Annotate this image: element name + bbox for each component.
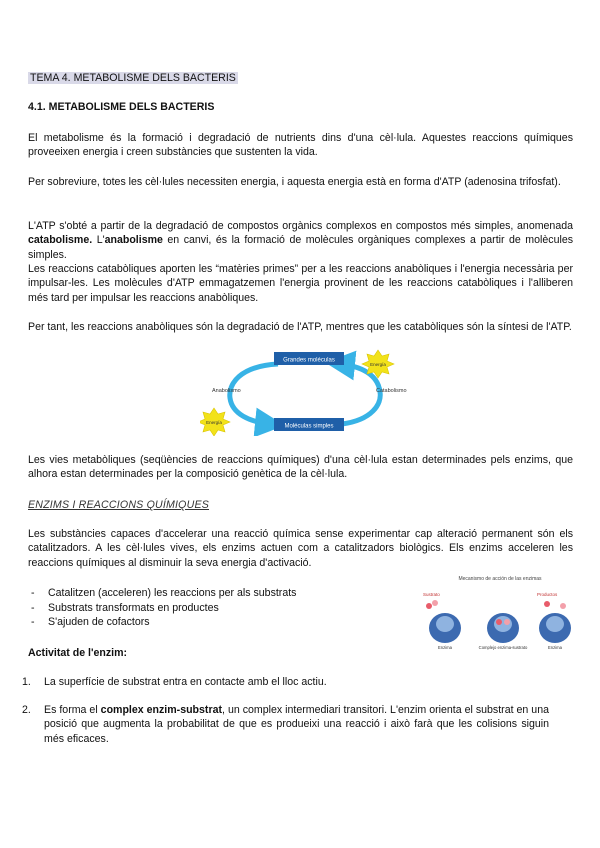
text-run: L'ATP s'obté a partir de la degradació de compostos orgànics complexos en compostos més simples, anomenada bbox=[28, 220, 573, 232]
topic-header bbox=[28, 72, 238, 84]
bottom-box-label: Moléculas simples bbox=[284, 423, 334, 430]
list-item: - Catalitzen (acceleren) les reaccions per als substrats bbox=[28, 586, 358, 601]
step-text: La superfície de substrat entra en contacte amb el lloc actiu. bbox=[44, 676, 327, 688]
text-run: Es forma el bbox=[44, 704, 101, 716]
top-box-label: Grandes moléculas bbox=[283, 357, 335, 364]
label-anabolism: Anabolismo bbox=[212, 388, 241, 394]
figure-label-substrate: Sustrato bbox=[423, 592, 440, 597]
enzyme-label: Enzima bbox=[438, 645, 452, 650]
topic-header-text: TEMA 4. METABOLISME DELS BACTERIS bbox=[30, 72, 236, 84]
anabolism-arrow bbox=[230, 364, 278, 424]
enzyme-label: Enzima bbox=[548, 645, 562, 650]
sun-label: Energía bbox=[206, 420, 222, 425]
enzyme-figure-svg bbox=[415, 574, 585, 656]
paragraph-atp: Per sobreviure, totes les cèl·lules necessiten energia, i aquesta energia està en forma d'ATP (adenosina trifosfat). bbox=[28, 176, 561, 188]
step-number: 1. bbox=[22, 676, 31, 688]
paragraph-catabolism bbox=[28, 219, 573, 262]
step-number: 2. bbox=[22, 704, 31, 716]
sun-icon bbox=[362, 350, 394, 378]
list-item: - Substrats transformats en productes bbox=[28, 601, 358, 616]
label-catabolism: Catabolismo bbox=[376, 388, 407, 394]
term-anabolism: anabolisme bbox=[104, 234, 163, 247]
paragraph-reactions: Les reaccions catabòliques aporten les “matèries primes” per a les reaccions anabòliques i l'energia necessària per impulsar-les. Les molècules d'ATP emmagatzemen l'energia provinent de les reaccions catabòliques i l'alliberen més tard per impulsar les reaccions anabòliques. bbox=[28, 263, 573, 304]
paragraph-conclusion: Per tant, les reaccions anabòliques són la degradació de l'ATP, mentres que les catabòliques són la síntesi de l'ATP. bbox=[28, 321, 572, 333]
enzyme-shape bbox=[426, 600, 461, 650]
list-item: - S'ajuden de cofactors bbox=[28, 615, 358, 630]
text-run: L' bbox=[92, 234, 105, 247]
paragraph-catalysts: Les substàncies capaces d'accelerar una reacció química sense experimentar cap alteració permanent són els catalitzadors. A les cèl·lules vives, els enzims actuen com a catalitzadors biològics. Els enzims acceleren les reaccions químiques al disminuir la seva energia d'activació. bbox=[28, 528, 573, 569]
paragraph-metabolism: El metabolisme és la formació i degradació de nutrients dins d'una cèl·lula. Aquestes reaccions químiques proveeixen energia i creen substàncies que sustenten la vida. bbox=[28, 132, 573, 159]
text-run: , un complex intermediari transitori. L'enzim orienta el substrat en una posició que augmenta la probabilitat de que es produeixi una reacció i això farà que les colisions siguin més eficaces. bbox=[44, 704, 549, 745]
enzyme-shape bbox=[539, 601, 571, 650]
paragraph-pathways: Les vies metabòliques (seqüències de reaccions químiques) d'una cèl·lula estan determinades pels enzims, que alhora estan determinades per la composició genètica de la cèl·lula. bbox=[28, 454, 573, 481]
metabolism-diagram bbox=[200, 348, 410, 436]
section-title-enzymes: ENZIMS I REACCIONS QUÍMIQUES bbox=[28, 499, 210, 511]
figure-caption: Mecanismo de acción de las enzimas bbox=[458, 576, 542, 582]
figure-label-products: Productos bbox=[537, 592, 558, 597]
text-run: en canvi, és la formació de molècules orgàniques complexes a partir de molècules simples. bbox=[28, 234, 574, 261]
enzyme-complex-shape bbox=[479, 613, 528, 650]
enzyme-bullet-list bbox=[28, 586, 358, 630]
term-catabolism: catabolisme. bbox=[28, 234, 93, 247]
sun-label: Energía bbox=[370, 362, 386, 367]
enzyme-figure bbox=[415, 574, 585, 656]
step-text bbox=[44, 703, 549, 746]
term-enzyme-substrate-complex: complex enzim-substrat bbox=[100, 704, 222, 716]
sun-icon bbox=[200, 408, 230, 436]
section-title: 4.1. METABOLISME DELS BACTERIS bbox=[28, 101, 215, 113]
activity-title: Activitat de l'enzim: bbox=[28, 647, 128, 659]
enzyme-label: Complejo enzima-sustrato bbox=[478, 645, 528, 650]
metabolism-diagram-svg bbox=[200, 348, 410, 436]
catabolism-arrow bbox=[340, 364, 380, 424]
